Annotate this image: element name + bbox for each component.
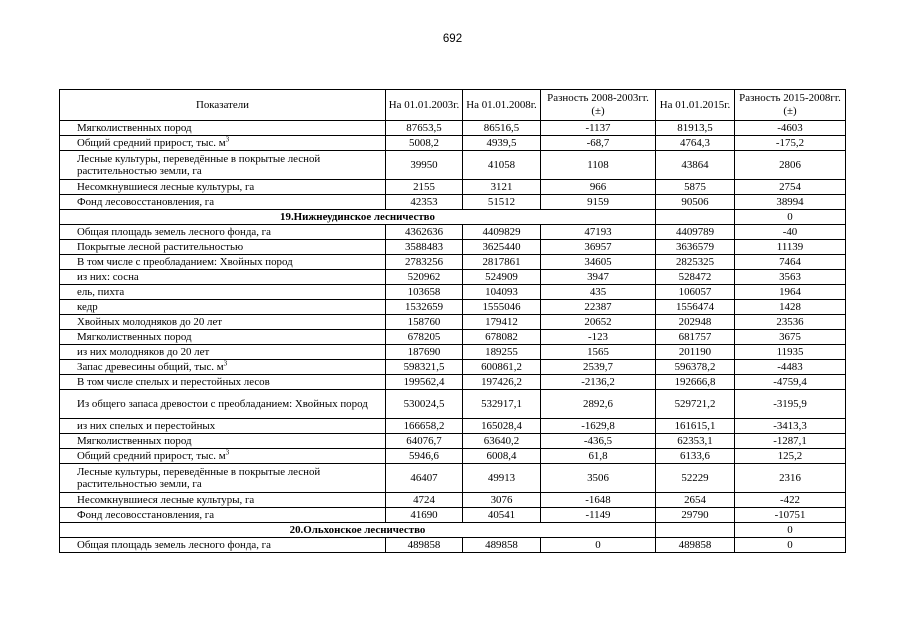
row-label-text: Общий средний прирост, тыс. м [77,137,226,149]
table-cell: 39950 [386,151,463,180]
table-cell: 36957 [541,240,656,255]
row-label-text: кедр [77,301,98,313]
table-cell: 179412 [463,315,541,330]
table-row [60,255,846,270]
row-label-text: Несомкнувшиеся лесные культуры, га [77,494,255,506]
table-row [60,136,846,151]
table-cell: 7464 [735,255,846,270]
section-cell-value: 0 [735,210,846,225]
table-cell: 201190 [656,345,735,360]
table-cell: -40 [735,225,846,240]
table-cell: 11139 [735,240,846,255]
table-row [60,464,846,493]
table-cell: 192666,8 [656,375,735,390]
row-label [60,225,386,240]
table-cell: 2539,7 [541,360,656,375]
table-row [60,270,846,285]
table-cell: -1629,8 [541,419,656,434]
row-label-text: Общий средний прирост, тыс. м [77,450,226,462]
table-cell: 61,8 [541,449,656,464]
table-cell: 3588483 [386,240,463,255]
unit-superscript: 3 [225,448,230,457]
table-cell: 1964 [735,285,846,300]
row-label-text: из них: сосна [77,271,139,283]
section-cell-value: 0 [735,523,846,538]
row-label-text: Из общего запаса древостои с преобладанием: Хвойных пород [77,398,368,410]
table-cell: 2654 [656,493,735,508]
table-cell: -4759,4 [735,375,846,390]
table-cell: 4409789 [656,225,735,240]
table-cell: -2136,2 [541,375,656,390]
header-diff-2015-2008: Разность 2015-2008гг. (±) [735,90,846,121]
table-cell: 22387 [541,300,656,315]
row-label [60,121,386,136]
table-cell: -1149 [541,508,656,523]
table-row [60,419,846,434]
row-label-text: ель, пихта [77,286,125,298]
section-row [60,210,846,225]
row-label [60,300,386,315]
table-cell: 81913,5 [656,121,735,136]
table-cell: 1565 [541,345,656,360]
row-label [60,195,386,210]
header-2008: На 01.01.2008г. [463,90,541,121]
table-cell: 2783256 [386,255,463,270]
table-header-row [60,90,846,121]
table-cell: 202948 [656,315,735,330]
table-row [60,330,846,345]
table-cell: 38994 [735,195,846,210]
row-label [60,419,386,434]
table-cell: 489858 [656,538,735,553]
table-row [60,240,846,255]
table-row [60,360,846,375]
row-label-text: из них спелых и перестойных [77,420,216,432]
table-cell: 103658 [386,285,463,300]
table-cell: 4362636 [386,225,463,240]
row-label [60,151,386,180]
table-cell: 125,2 [735,449,846,464]
table-cell: 6008,4 [463,449,541,464]
section-cell-empty [656,210,735,225]
table-cell: 4764,3 [656,136,735,151]
table-cell: 489858 [463,538,541,553]
row-label-text: из них молодняков до 20 лет [77,346,210,358]
table-cell: -10751 [735,508,846,523]
table-cell: -123 [541,330,656,345]
table-cell: 3121 [463,180,541,195]
row-label [60,285,386,300]
table-row [60,300,846,315]
table-cell: 40541 [463,508,541,523]
table-row [60,493,846,508]
table-cell: 678082 [463,330,541,345]
table-cell: -422 [735,493,846,508]
table-cell: 199562,4 [386,375,463,390]
row-label-text: Лесные культуры, переведённые в покрытые лесной растительностью земли, га [77,466,321,490]
table-cell: 2806 [735,151,846,180]
row-label-text: Лесные культуры, переведённые в покрытые лесной растительностью земли, га [77,153,321,177]
table-cell: 64076,7 [386,434,463,449]
table-cell: -68,7 [541,136,656,151]
table-cell: 2316 [735,464,846,493]
table-row [60,375,846,390]
row-label-text: В том числе спелых и перестойных лесов [77,376,270,388]
table-cell: 34605 [541,255,656,270]
table-cell: 0 [735,538,846,553]
row-label-text: Несомкнувшиеся лесные культуры, га [77,181,255,193]
table-cell: 520962 [386,270,463,285]
table-cell: 596378,2 [656,360,735,375]
table-cell: 104093 [463,285,541,300]
table-cell: 2155 [386,180,463,195]
table-cell: 2825325 [656,255,735,270]
table-cell: 46407 [386,464,463,493]
table-cell: 52229 [656,464,735,493]
table-cell: 5946,6 [386,449,463,464]
table-row [60,449,846,464]
table-cell: 86516,5 [463,121,541,136]
row-label [60,508,386,523]
table-row [60,315,846,330]
row-label [60,449,386,464]
page-number: 692 [442,33,463,45]
table-cell: 187690 [386,345,463,360]
table-cell: -3195,9 [735,390,846,419]
table-row [60,434,846,449]
table-cell: 51512 [463,195,541,210]
section-title: 19.Нижнеудинское лесничество [60,210,656,225]
row-label [60,464,386,493]
table-cell: 49913 [463,464,541,493]
row-label-text: Мягколиственных пород [77,122,192,134]
section-title: 20.Ольхонское лесничество [60,523,656,538]
header-diff-2008-2003: Разность 2008-2003гг. (±) [541,90,656,121]
table-cell: 161615,1 [656,419,735,434]
row-label-text: Фонд лесовосстановления, га [77,509,215,521]
table-cell: 158760 [386,315,463,330]
table-row [60,508,846,523]
table-cell: 598321,5 [386,360,463,375]
table-cell: 87653,5 [386,121,463,136]
row-label [60,360,386,375]
table-row [60,151,846,180]
table-cell: 2892,6 [541,390,656,419]
row-label-text: Хвойных молодняков до 20 лет [77,316,223,328]
row-label-text: Покрытые лесной растительностью [77,241,244,253]
unit-superscript: 3 [225,135,230,144]
table-cell: 1532659 [386,300,463,315]
table-row [60,180,846,195]
table-cell: -4483 [735,360,846,375]
table-cell: 189255 [463,345,541,360]
table-cell: 5875 [656,180,735,195]
table-cell: 600861,2 [463,360,541,375]
table-cell: 6133,6 [656,449,735,464]
table-row [60,345,846,360]
table-cell: 3636579 [656,240,735,255]
table-cell: 489858 [386,538,463,553]
table-cell: 2817861 [463,255,541,270]
table-cell: 966 [541,180,656,195]
table-cell: 529721,2 [656,390,735,419]
table-cell: 532917,1 [463,390,541,419]
table-cell: -3413,3 [735,419,846,434]
table-cell: 62353,1 [656,434,735,449]
table-cell: 90506 [656,195,735,210]
table-row [60,538,846,553]
table-row [60,285,846,300]
table-cell: 23536 [735,315,846,330]
row-label [60,180,386,195]
table-cell: -175,2 [735,136,846,151]
table-cell: -1648 [541,493,656,508]
row-label-text: Общая площадь земель лесного фонда, га [77,539,271,551]
table-cell: 106057 [656,285,735,300]
row-label [60,345,386,360]
table-cell: 1108 [541,151,656,180]
table-cell: 0 [541,538,656,553]
table-cell: 3947 [541,270,656,285]
row-label-text: Запас древесины общий, тыс. м [77,361,224,373]
table-cell: -436,5 [541,434,656,449]
table-cell: 4724 [386,493,463,508]
row-label [60,270,386,285]
table-cell: 3625440 [463,240,541,255]
table-cell: 41690 [386,508,463,523]
table-cell: 3076 [463,493,541,508]
table-cell: 197426,2 [463,375,541,390]
table-row [60,195,846,210]
table-cell: 20652 [541,315,656,330]
row-label [60,240,386,255]
row-label-text: Общая площадь земель лесного фонда, га [77,226,271,238]
table-cell: 3506 [541,464,656,493]
data-table [59,89,846,553]
table-cell: 1555046 [463,300,541,315]
row-label [60,390,386,419]
table-cell: 9159 [541,195,656,210]
table-cell: 435 [541,285,656,300]
row-label [60,375,386,390]
table-row [60,121,846,136]
section-row [60,523,846,538]
table-body [60,121,846,553]
table-cell: 4409829 [463,225,541,240]
table-cell: 5008,2 [386,136,463,151]
table-cell: 165028,4 [463,419,541,434]
table-cell: 681757 [656,330,735,345]
header-2003: На 01.01.2003г. [386,90,463,121]
row-label [60,493,386,508]
row-label-text: Мягколиственных пород [77,435,192,447]
table-cell: -1137 [541,121,656,136]
table-cell: 47193 [541,225,656,240]
table-row [60,225,846,240]
table-cell: 11935 [735,345,846,360]
table-cell: 41058 [463,151,541,180]
header-indicators: Показатели [60,90,386,121]
row-label-text: Мягколиственных пород [77,331,192,343]
row-label [60,136,386,151]
table-cell: 3563 [735,270,846,285]
table-row [60,390,846,419]
row-label [60,330,386,345]
table-cell: 42353 [386,195,463,210]
table-cell: 63640,2 [463,434,541,449]
section-cell-empty [656,523,735,538]
table-cell: 528472 [656,270,735,285]
table-cell: 43864 [656,151,735,180]
table-cell: -1287,1 [735,434,846,449]
table-cell: 166658,2 [386,419,463,434]
row-label [60,315,386,330]
table-cell: 530024,5 [386,390,463,419]
header-2015: На 01.01.2015г. [656,90,735,121]
table-cell: 4939,5 [463,136,541,151]
table-cell: 29790 [656,508,735,523]
table-cell: 678205 [386,330,463,345]
row-label-text: В том числе с преобладанием: Хвойных пород [77,256,293,268]
table-cell: 2754 [735,180,846,195]
table-cell: 1428 [735,300,846,315]
row-label [60,434,386,449]
table-cell: 524909 [463,270,541,285]
row-label-text: Фонд лесовосстановления, га [77,196,215,208]
row-label [60,538,386,553]
row-label [60,255,386,270]
table-cell: 1556474 [656,300,735,315]
table-cell: -4603 [735,121,846,136]
table-cell: 3675 [735,330,846,345]
unit-superscript: 3 [223,359,228,368]
